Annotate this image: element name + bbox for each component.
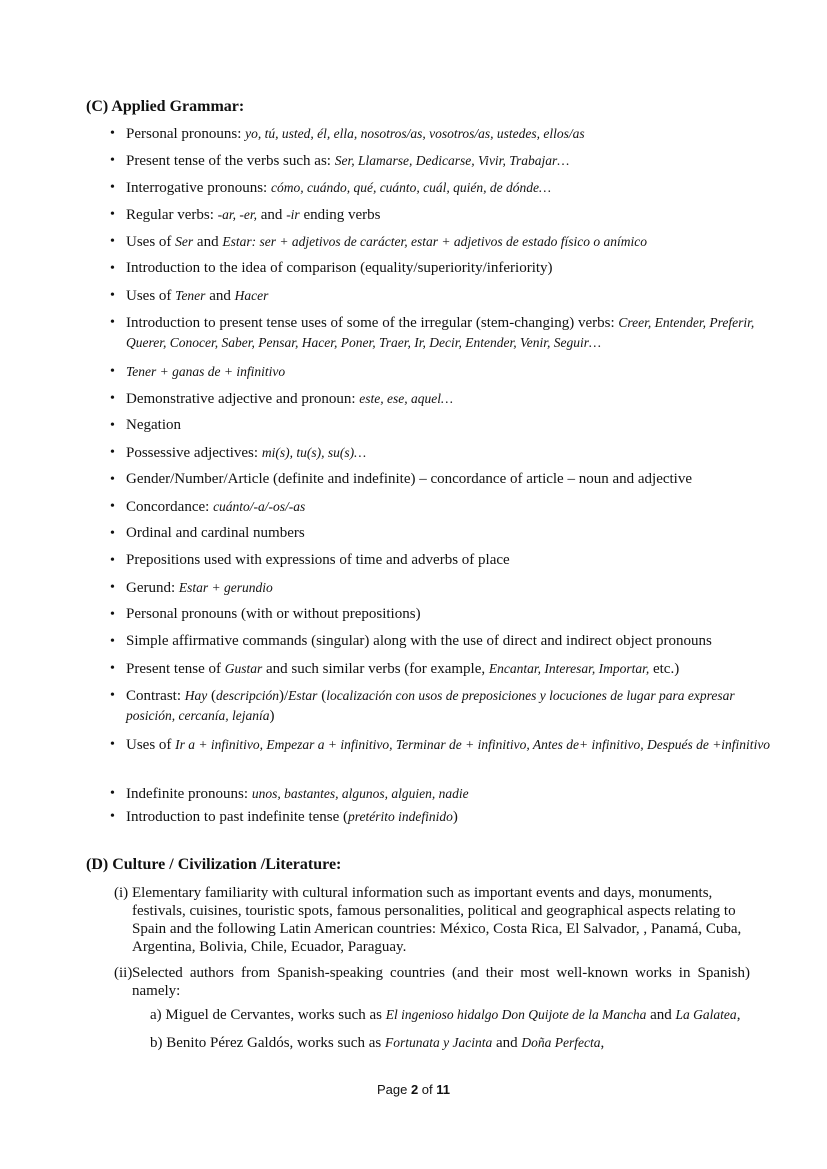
grammar-list-item [110,389,776,409]
spanish-term: Tener [175,288,206,303]
item-text: Prepositions used with expressions of time and adverbs of place [126,552,510,568]
spanish-term: cuánto/-a/-os/-as [213,499,306,514]
item-text: ( [207,688,216,704]
grammar-list-item [110,659,776,679]
grammar-list-item [110,313,776,353]
grammar-list-item [110,362,776,382]
spanish-term: este, ese, aquel… [359,391,453,406]
item-text: Uses of [126,737,176,753]
grammar-list-item [110,497,776,517]
spanish-term: unos, bastantes, algunos, alguien, nadie [251,786,469,801]
item-number: (ii) [114,965,133,981]
item-text: ) [269,708,275,724]
grammar-list-item [110,784,776,804]
item-text: Introduction to past indefinite tense ( [126,809,349,825]
item-text: Interrogative pronouns: [126,180,271,196]
grammar-list-item [110,151,776,171]
section-c-title: (C) Applied Grammar: [86,98,245,115]
spanish-term: Ir a + infinitivo, Empezar a + infinitivo, Terminar de + infinitivo, Antes de+ infinitivo, Después de +infinitivo [175,737,771,752]
footer-page-number: 2 [410,1082,419,1097]
author-galdos [132,1034,750,1052]
footer-page-label: Page [376,1082,411,1097]
spanish-term: Ser [175,234,194,249]
grammar-list-item [110,735,776,755]
grammar-list-item [110,470,776,489]
item-text: Indefinite pronouns: [126,786,252,802]
item-text: Ordinal and cardinal numbers [126,525,305,541]
spanish-term: yo, tú, usted, él, ella, nosotros/as, vosotros/as, ustedes, ellos/as [245,126,585,141]
grammar-list-item [110,205,776,225]
grammar-list-item [110,259,776,278]
item-text: and [257,207,287,223]
author-text: , [600,1035,605,1051]
item-number: (i) [114,885,129,901]
grammar-list-item [110,551,776,570]
spanish-term: Encantar, Interesar, Importar, [488,661,650,676]
grammar-list-item [110,124,776,144]
spanish-term: Estar [288,688,318,703]
culture-item-text: Selected authors from Spanish-speaking countries (and their most well-known works in Spanish) namely: [132,965,750,999]
grammar-list-item [110,578,776,598]
item-text: Uses of [126,234,176,250]
grammar-list-item [110,632,776,651]
item-text: ( [317,688,327,704]
item-text: )/ [279,688,289,704]
item-text: and [193,234,223,250]
spanish-term: Estar + gerundio [178,580,273,595]
work-title: La Galatea [675,1007,737,1022]
grammar-list-item [110,232,776,252]
culture-section [114,884,750,1062]
author-text: b) Benito Pérez Galdós, works such as [150,1035,385,1051]
item-text: Regular verbs: [126,207,218,223]
spanish-term: Hacer [234,288,269,303]
item-text: Present tense of the verbs such as: [126,153,335,169]
grammar-list-item [110,524,776,543]
spanish-term: cómo, cuándo, qué, cuánto, cuál, quién, de dónde… [270,180,552,195]
author-text: a) Miguel de Cervantes, works such as [150,1007,386,1023]
author-text: and [492,1035,522,1051]
item-text: Contrast: [126,688,185,704]
spanish-term: Creer, Entender, Preferir, Querer, Conocer, Saber, Pensar, Hacer, Poner, Traer, Ir, Decir, Entender, Venir, Seguir… [126,315,755,350]
page-footer [0,1082,827,1097]
grammar-list-item [110,807,776,827]
culture-item-1 [114,884,750,956]
work-title: Doña Perfecta [521,1035,601,1050]
item-text: and such similar verbs (for example, [262,661,489,677]
item-text: Negation [126,417,181,433]
spanish-term: -ar, -er, [217,207,258,222]
author-text: , [736,1007,741,1023]
spanish-term: Estar: ser + adjetivos de carácter, estar + adjetivos de estado físico o anímico [222,234,648,249]
item-text: Concordance: [126,499,214,515]
grammar-list-item [110,443,776,463]
grammar-list-item [110,686,776,726]
item-text: Uses of [126,288,176,304]
grammar-list-item [110,286,776,306]
item-text: Demonstrative adjective and pronoun: [126,391,360,407]
item-text: etc.) [649,661,680,677]
culture-item-2 [114,964,750,1052]
item-text: Possessive adjectives: [126,445,262,461]
spanish-term: Hay [184,688,208,703]
spanish-term: descripción [216,688,279,703]
spanish-term: Ser, Llamarse, Dedicarse, Vivir, Trabajar… [334,153,570,168]
spanish-term: mi(s), tu(s), su(s)… [261,445,367,460]
culture-item-text: Elementary familiarity with cultural information such as important events and days, monuments, festivals, cuisines, touristic spots, famous personalities, political and geographical aspects relating to Spain and the following Latin American countries: México, Costa Rica, El Salvador, , Panamá, Cuba, Argentina, Bolivia, Chile, Ecuador, Paraguay. [132,885,742,955]
footer-of-label: of [418,1082,437,1097]
item-text: Introduction to present tense uses of some of the irregular (stem-changing) verbs: [126,315,619,331]
item-text: Personal pronouns: [126,126,246,142]
grammar-list-item [110,178,776,198]
item-text: Personal pronouns (with or without prepositions) [126,606,421,622]
work-title: Fortunata y Jacinta [384,1035,493,1050]
work-title: El ingenioso hidalgo Don Quijote de la Mancha [385,1007,647,1022]
spanish-term: Gustar [224,661,263,676]
item-text: Present tense of [126,661,225,677]
item-text: and [205,288,235,304]
author-cervantes [132,1006,750,1024]
spanish-term: pretérito indefinido [348,809,453,824]
spanish-term: -ir [286,207,300,222]
spanish-term: Tener + ganas de + infinitivo [126,364,286,379]
author-text: and [646,1007,676,1023]
item-text: Simple affirmative commands (singular) along with the use of direct and indirect object pronouns [126,633,712,649]
grammar-list-item [110,416,776,435]
item-text: Gerund: [126,580,179,596]
footer-page-total: 11 [436,1082,451,1097]
spanish-term: localización con usos de preposiciones y locuciones de lugar para expresar posición, cercanía, lejanía [126,688,735,723]
item-text: Gender/Number/Article (definite and indefinite) – concordance of article – noun and adjective [126,471,693,487]
grammar-list-item [110,605,776,624]
item-text: Introduction to the idea of comparison (equality/superiority/inferiority) [126,260,553,276]
item-text: ending verbs [299,207,381,223]
item-text: ) [452,809,458,825]
section-d-title: (D) Culture / Civilization /Literature: [86,856,342,873]
